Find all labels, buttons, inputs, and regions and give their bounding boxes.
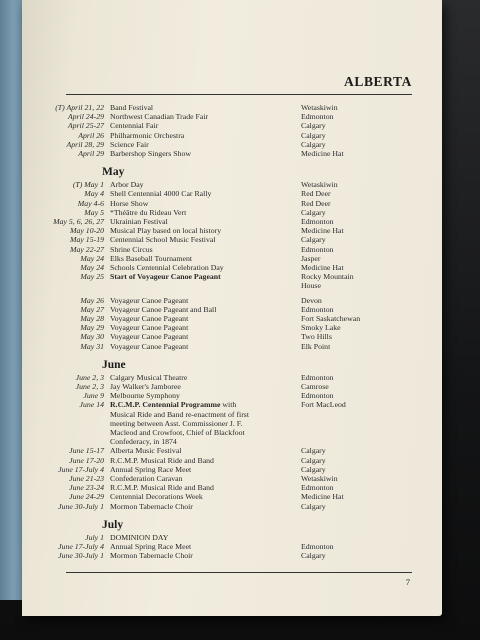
event-location: Calgary: [301, 130, 326, 140]
event-location: Calgary: [301, 235, 326, 245]
event-location: Medicine Hat: [301, 263, 344, 272]
event-name: Mormon Tabernacle Choir: [110, 551, 193, 561]
page-number: 7: [405, 577, 410, 587]
event-name: Annual Spring Race Meet: [110, 464, 192, 474]
event-location: Red Deer: [301, 189, 331, 199]
footer-rule: [66, 572, 412, 573]
event-name: Voyageur Canoe Pageant: [110, 341, 189, 351]
event-description: Macleod and Crowfoot, Chief of Blackfoot: [110, 428, 245, 437]
event-name: Science Fair: [110, 139, 149, 149]
event-name: Voyageur Canoe Pageant: [110, 295, 189, 305]
event-location: Calgary: [301, 551, 326, 561]
event-location: Red Deer: [301, 198, 331, 208]
event-name: Melbourne Symphony: [110, 391, 180, 401]
event-name: Horse Show: [110, 198, 149, 208]
event-date: (T) May 1: [72, 180, 104, 190]
event-date: April 28, 29: [66, 139, 104, 149]
event-location: Calgary: [301, 501, 326, 511]
event-name: Arbor Day: [110, 180, 144, 190]
event-date: June 24-29: [69, 492, 104, 502]
event-name: Ukrainian Festival: [110, 217, 168, 226]
event-location: Fort Saskatchewan: [301, 314, 361, 323]
event-date: April 29: [78, 149, 104, 158]
event-name: Jay Walker's Jamboree: [110, 382, 181, 391]
event-date: June 2, 3: [75, 382, 104, 391]
event-location: Smoky Lake: [301, 323, 341, 333]
event-location: Edmonton: [301, 483, 334, 493]
page-title: ALBERTA: [344, 74, 412, 89]
event-name: Voyageur Canoe Pageant: [110, 314, 189, 323]
event-location: Fort MacLeod: [301, 400, 346, 410]
event-date: May 15-19: [70, 235, 104, 245]
blue-cover-edge: [0, 0, 22, 600]
event-location: Rocky Mountain: [301, 272, 354, 282]
month-heading: July: [102, 518, 124, 531]
event-name: Mormon Tabernacle Choir: [110, 501, 193, 511]
event-location: Two Hills: [301, 332, 332, 342]
event-name: Northwest Canadian Trade Fair: [110, 112, 209, 122]
event-name: Voyageur Canoe Pageant and Ball: [110, 304, 217, 314]
event-name: Barbershop Singers Show: [110, 149, 191, 158]
event-location: Wetaskiwin: [301, 103, 338, 112]
event-row: [22, 342, 442, 352]
event-location: Wetaskiwin: [301, 474, 338, 483]
event-date: May 24: [80, 263, 104, 272]
event-date: May 22-27: [70, 244, 104, 254]
event-location: Edmonton: [301, 542, 334, 551]
event-location: Calgary: [301, 455, 326, 465]
event-location: Calgary: [301, 446, 326, 456]
event-date: May 5: [84, 207, 104, 217]
event-name: Band Festival: [110, 103, 154, 112]
event-date: June 14: [79, 400, 104, 410]
event-date: May 24: [80, 253, 104, 263]
month-heading: May: [102, 166, 125, 179]
event-date: June 30-July 1: [58, 501, 104, 511]
event-location: Edmonton: [301, 391, 334, 401]
event-name: *Théâtre du Rideau Vert: [110, 207, 187, 217]
event-row: [22, 502, 442, 512]
event-name: Philharmonic Orchestra: [110, 130, 185, 140]
event-description: meeting between Asst. Commissioner J. F.: [110, 418, 243, 428]
event-row: [22, 149, 442, 159]
event-date: May 4-6: [77, 198, 104, 208]
event-location: Devon: [301, 295, 322, 305]
event-location: Calgary: [301, 139, 326, 149]
event-name: Musical Play based on local history: [110, 226, 222, 236]
event-name: Start of Voyageur Canoe Pageant: [110, 272, 221, 282]
month-heading: June: [102, 358, 126, 371]
event-location: Edmonton: [301, 112, 334, 122]
event-row-continued: [22, 281, 442, 291]
event-row: [22, 551, 442, 561]
event-location: Medicine Hat: [301, 492, 344, 502]
event-description: Musical Ride and Band re-enactment of first: [110, 409, 250, 419]
event-date: June 30-July 1: [58, 551, 104, 561]
event-location: Edmonton: [301, 304, 334, 314]
event-name-suffix: with: [220, 400, 237, 410]
event-location: Camrose: [301, 382, 329, 391]
event-name: R.C.M.P. Musical Ride and Band: [110, 483, 214, 493]
event-name: R.C.M.P. Musical Ride and Band: [110, 455, 214, 465]
event-location: Elk Point: [301, 341, 331, 351]
event-location: Calgary: [301, 207, 326, 217]
event-location: Edmonton: [301, 372, 334, 382]
event-location: Edmonton: [301, 217, 334, 226]
event-location: Jasper: [301, 253, 321, 263]
event-date: June 21-23: [69, 474, 104, 483]
event-date: May 25: [80, 272, 104, 282]
event-date: May 31: [80, 341, 104, 351]
event-name: Calgary Musical Theatre: [110, 372, 188, 382]
event-location: Calgary: [301, 464, 326, 474]
event-location: Edmonton: [301, 244, 334, 254]
event-name: Annual Spring Race Meet: [110, 542, 192, 551]
event-date: May 26: [80, 295, 104, 305]
event-name: Voyageur Canoe Pageant: [110, 332, 189, 342]
event-date: June 23-24: [69, 483, 104, 493]
event-name: Elks Baseball Tournament: [110, 253, 193, 263]
event-date: May 5, 6, 26, 27: [53, 217, 104, 226]
event-date: May 29: [80, 323, 104, 333]
event-listing: [22, 0, 442, 600]
event-name: Centennial Fair: [110, 121, 159, 131]
event-date: July 1: [85, 532, 104, 542]
event-location: Medicine Hat: [301, 149, 344, 158]
event-date: June 15-17: [69, 446, 104, 456]
event-location-line2: House: [301, 281, 321, 291]
event-date: June 2, 3: [75, 372, 104, 382]
event-date: June 17-20: [69, 455, 104, 465]
event-date: June 17-July 4: [58, 464, 104, 474]
booklet-page: [22, 0, 442, 616]
event-date: May 4: [84, 189, 104, 199]
event-name: R.C.M.P. Centennial Programme with: [110, 400, 237, 410]
event-name: Centennial School Music Festival: [110, 235, 216, 245]
event-date: April 26: [78, 130, 104, 140]
event-name: Centennial Decorations Week: [110, 492, 203, 502]
event-name: Shrine Circus: [110, 244, 153, 254]
event-date: June 9: [83, 391, 104, 401]
event-name: Schools Centennial Celebration Day: [110, 263, 224, 272]
event-date: May 30: [80, 332, 104, 342]
event-description: Confederacy, in 1874: [110, 437, 177, 447]
event-date: June 17-July 4: [58, 542, 104, 551]
event-date: April 25-27: [67, 121, 104, 131]
event-date: May 28: [80, 314, 104, 323]
event-name: Shell Centennial 4000 Car Rally: [110, 189, 212, 199]
event-location: Medicine Hat: [301, 226, 344, 236]
event-location: Calgary: [301, 121, 326, 131]
event-name: Confederation Caravan: [110, 474, 183, 483]
event-date: May 27: [80, 304, 104, 314]
event-date: April 24-29: [67, 112, 104, 122]
event-date: (T) April 21, 22: [55, 103, 104, 112]
event-name: Alberta Music Festival: [110, 446, 182, 456]
event-name: DOMINION DAY: [110, 532, 169, 542]
event-location: Wetaskiwin: [301, 180, 338, 190]
event-date: May 10-20: [70, 226, 104, 236]
event-name: Voyageur Canoe Pageant: [110, 323, 189, 333]
